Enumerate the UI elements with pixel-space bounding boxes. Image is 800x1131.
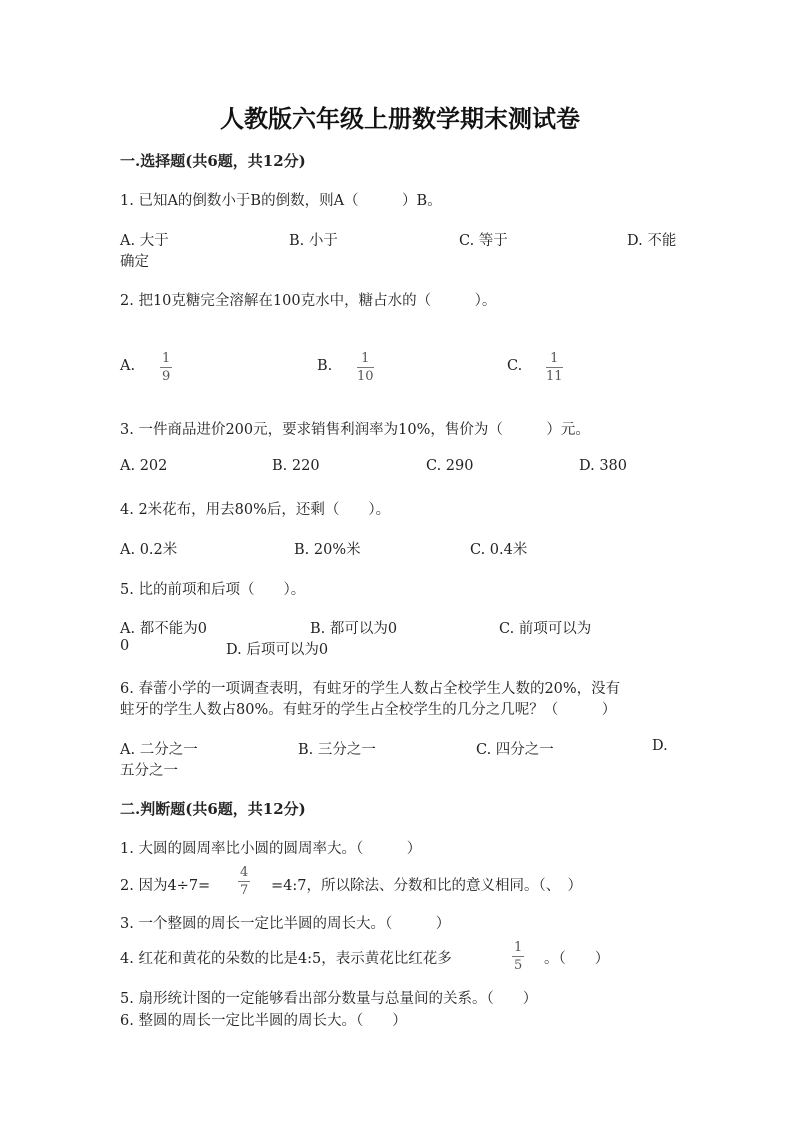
q4-option-c: C. 0.4米 <box>470 542 528 558</box>
fraction-denominator: 9 <box>162 369 171 384</box>
judge-question-4-pre: 4. 红花和黄花的朵数的比是4:5，表示黄花比红花多 <box>120 951 452 967</box>
q5-option-c: C. 前项可以为 <box>499 621 592 637</box>
q2-fraction-a <box>160 352 172 383</box>
question-6-line-2: 蛀牙的学生人数占80%。有蛀牙的学生占全校学生的几分之几呢？（ ） <box>120 702 617 718</box>
q1-option-a: A. 大于 <box>120 233 169 249</box>
q3-option-b: B. 220 <box>272 458 320 474</box>
q6-option-d-continued: 五分之一 <box>120 763 178 779</box>
q2-option-a: A. <box>120 358 136 374</box>
q2-fraction-b <box>357 352 374 383</box>
judge-question-2-pre: 2. 因为4÷7= <box>120 878 211 894</box>
q3-option-d: D. 380 <box>579 458 628 474</box>
q6-option-b: B. 三分之一 <box>298 742 376 758</box>
judge-question-6: 6. 整圆的周长一定比半圆的周长大。（ ） <box>120 1013 407 1029</box>
section-heading-judge: 二.判断题(共6题，共12分) <box>120 800 306 818</box>
fraction-denominator: 7 <box>240 883 249 898</box>
fraction-numerator: 1 <box>550 351 559 366</box>
fraction-numerator: 1 <box>361 351 370 366</box>
fraction-denominator: 11 <box>546 369 563 384</box>
judge-q4-fraction <box>512 941 524 972</box>
q5-option-c-continued: 0 <box>120 638 130 654</box>
fraction-denominator: 5 <box>514 958 523 973</box>
fraction-denominator: 10 <box>357 369 374 384</box>
q6-option-c: C. 四分之一 <box>476 742 554 758</box>
q5-option-b: B. 都可以为0 <box>310 621 398 637</box>
q1-option-d-continued: 确定 <box>120 254 149 270</box>
question-5: 5. 比的前项和后项（ ）。 <box>120 582 306 598</box>
q3-option-a: A. 202 <box>120 458 168 474</box>
section-heading-choice: 一.选择题(共6题，共12分) <box>120 152 306 170</box>
question-2: 2. 把10克糖完全溶解在100克水中，糖占水的（ ）。 <box>120 293 497 309</box>
q4-option-b: B. 20%米 <box>294 542 361 558</box>
judge-q2-fraction <box>238 866 250 897</box>
q2-option-c: C. <box>507 358 523 374</box>
judge-question-1: 1. 大圆的圆周率比小圆的圆周率大。（ ） <box>120 841 422 857</box>
q6-option-d: D. <box>652 738 668 754</box>
judge-question-4-post: 。（ ） <box>544 951 610 967</box>
q5-option-a: A. 都不能为0 <box>120 621 207 637</box>
q2-fraction-c <box>546 352 563 383</box>
page-title: 人教版六年级上册数学期末测试卷 <box>220 104 580 133</box>
judge-question-3: 3. 一个整圆的周长一定比半圆的周长大。（ ） <box>120 916 451 932</box>
judge-question-2-post: =4:7，所以除法、分数和比的意义相同。（、 ） <box>271 878 582 894</box>
judge-question-5: 5. 扇形统计图的一定能够看出部分数量与总量间的关系。（ ） <box>120 991 538 1007</box>
q6-option-a: A. 二分之一 <box>120 742 198 758</box>
fraction-numerator: 4 <box>240 865 249 880</box>
question-1: 1. 已知A的倒数小于B的倒数，则A（ ）B。 <box>120 193 442 209</box>
q1-option-c: C. 等于 <box>459 233 508 249</box>
question-6-line-1: 6. 春蕾小学的一项调查表明，有蛀牙的学生人数占全校学生人数的20%，没有 <box>120 681 621 697</box>
q1-option-b: B. 小于 <box>289 233 338 249</box>
fraction-numerator: 1 <box>514 940 523 955</box>
q5-option-d: D. 后项可以为0 <box>226 642 329 658</box>
q1-option-d: D. 不能 <box>627 233 677 249</box>
q2-option-b: B. <box>317 358 333 374</box>
q3-option-c: C. 290 <box>426 458 474 474</box>
question-4: 4. 2米花布，用去80%后，还剩（ ）。 <box>120 502 391 518</box>
question-3: 3. 一件商品进价200元，要求销售利润率为10%，售价为（ ）元。 <box>120 422 590 438</box>
fraction-numerator: 1 <box>162 351 171 366</box>
q4-option-a: A. 0.2米 <box>120 542 178 558</box>
